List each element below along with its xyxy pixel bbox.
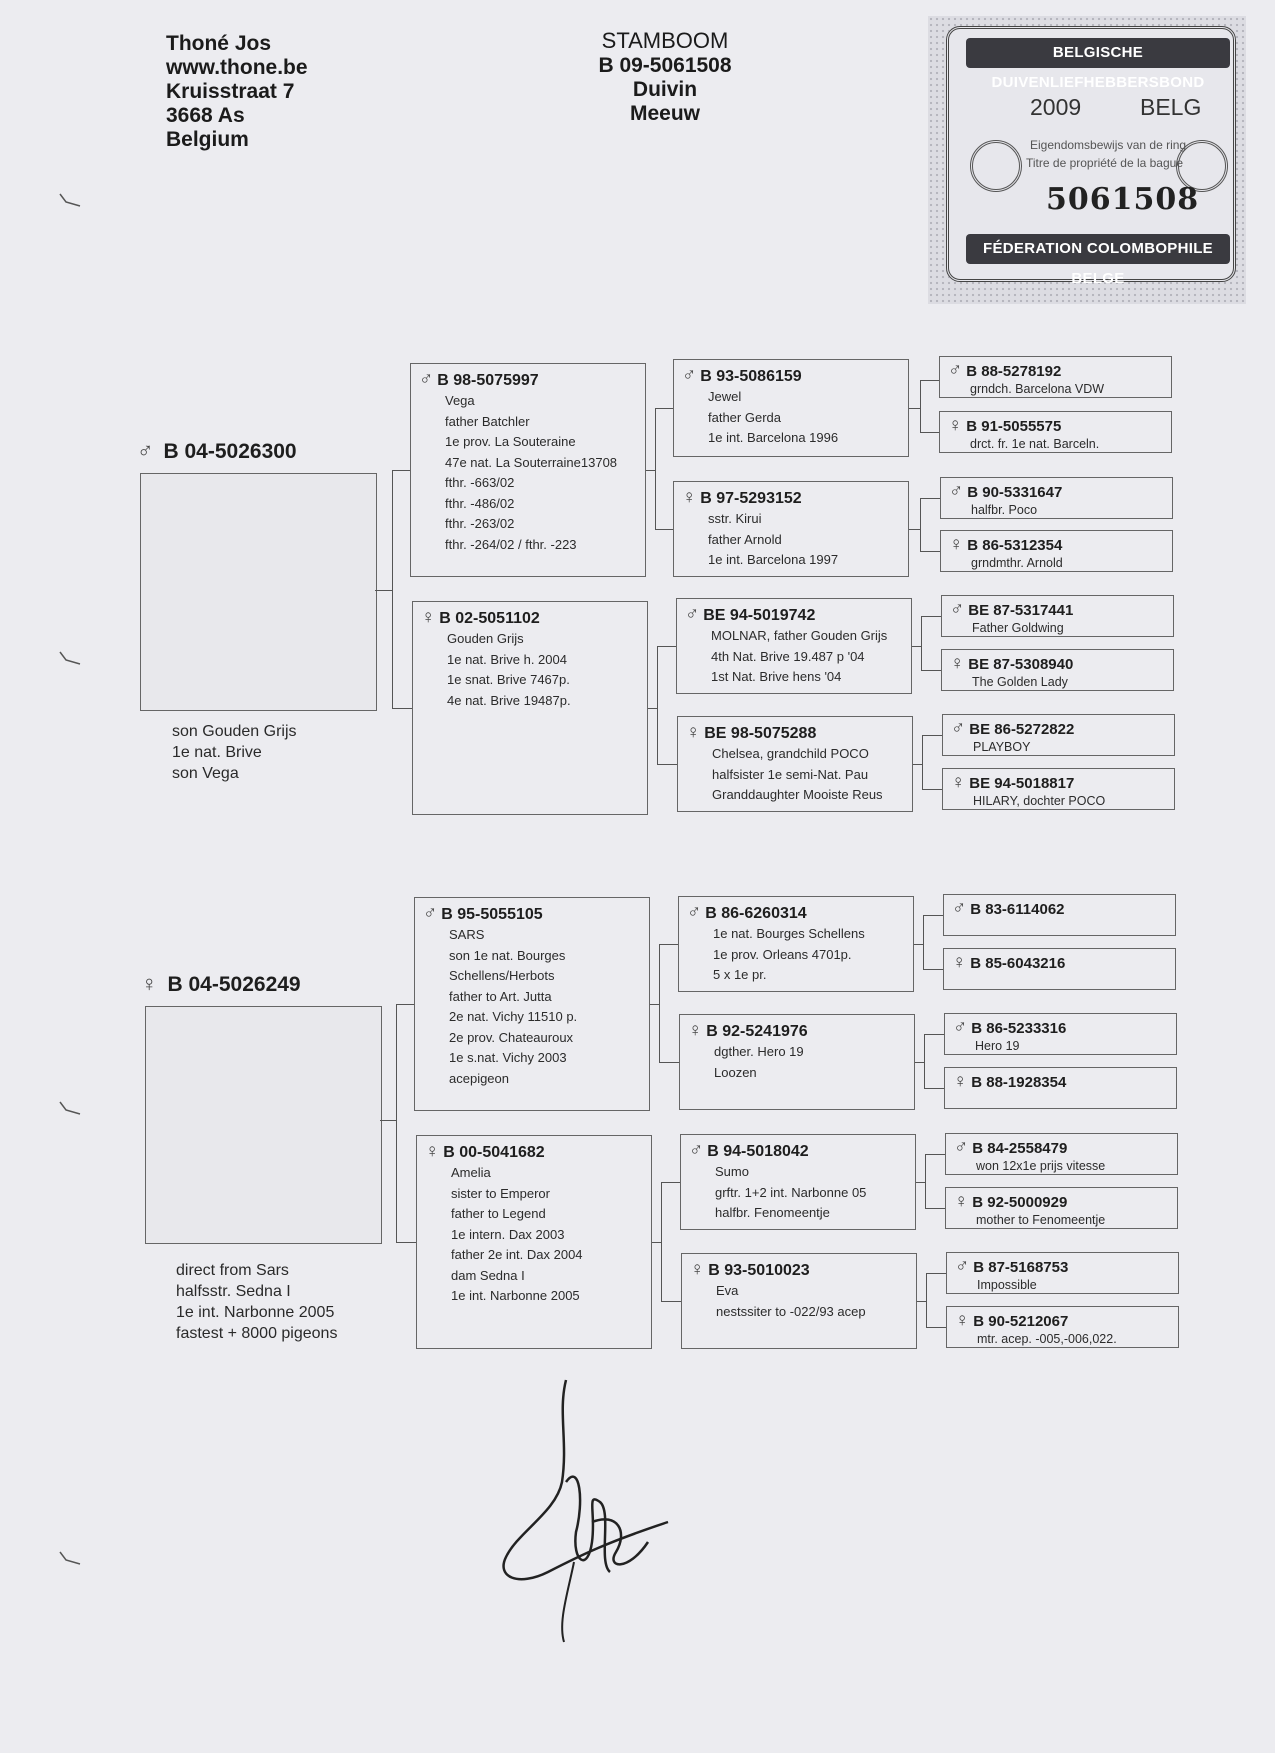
owner-name: Thoné Jos [166,32,272,55]
gen2-info: sister to Emperor [451,1185,550,1201]
gen4-info: grndmthr. Arnold [971,556,1063,570]
gen3-info: dgther. Hero 19 [714,1044,804,1059]
gen3-info: Chelsea, grandchild POCO [712,746,869,761]
connector-line [920,380,921,432]
father-ring [137,438,297,464]
connector-line [920,432,939,433]
gen2-info: 1e prov. La Souteraine [445,434,576,449]
connector-line [923,915,943,916]
certificate-top-band: BELGISCHE DUIVENLIEFHEBBERSBOND [966,38,1230,68]
gen3-box [677,716,913,812]
connector-line [921,670,941,671]
gen2-box [410,363,646,577]
pedigree-sex: Duivin [632,78,698,101]
gen4-info: halfbr. Poco [971,503,1038,517]
connector-line [396,1242,416,1243]
seal-icon [970,140,1022,192]
certificate-line-1: Eigendomsbewijs van de ring [1030,138,1187,152]
connector-line [922,735,923,789]
connector-line [926,1327,946,1328]
connector-line [922,735,942,736]
gen2-info: father 2e int. Dax 2004 [451,1247,583,1262]
connector-line [655,408,656,529]
connector-line [659,1062,679,1063]
gen3-info: 1st Nat. Brive hens '04 [711,669,842,684]
connector-line [657,646,676,647]
gen4-box [940,530,1173,572]
gen2-info: Amelia [451,1165,491,1180]
mother-note: halfsstr. Sedna I [176,1283,291,1300]
male-icon: ♂ [952,898,967,919]
punch-mark [56,1098,86,1118]
gen4-box [943,894,1176,936]
connector-line [921,616,941,617]
connector-line [926,1273,927,1327]
gen2-info: 4e nat. Brive 19487p. [447,692,571,708]
gen4-info: HILARY, dochter POCO [973,794,1106,808]
gen4-ring: B 88-1928354 [971,1074,1067,1091]
gen3-info: nestssiter to -022/93 acep [716,1303,866,1319]
gen4-info: Impossible [977,1278,1037,1292]
female-icon: ♀ [421,607,436,628]
male-icon: ♂ [954,1137,969,1158]
male-icon: ♂ [948,360,963,381]
gen2-info: 2e nat. Vichy 11510 p. [449,1009,578,1024]
female-icon: ♀ [951,772,966,793]
connector-line [924,1088,944,1089]
gen4-box [942,714,1175,756]
gen2-info: fthr. -263/02 [445,516,515,531]
gen3-box [676,598,912,694]
gen3-info: Loozen [714,1064,757,1080]
connector-line [661,1182,680,1183]
gen4-box [943,948,1176,990]
female-icon: ♀ [953,1071,968,1092]
male-icon: ♂ [685,604,700,625]
gen4-ring: B 86-5312354 [967,537,1063,554]
male-icon: ♂ [419,369,434,390]
connector-line [659,944,678,945]
female-icon: ♀ [141,971,158,996]
father-note: son Vega [172,765,239,782]
gen3-info: father Arnold [708,531,782,547]
gen4-ring: BE 87-5308940 [968,656,1074,673]
connector-line [392,470,393,708]
gen3-info: 1e int. Barcelona 1997 [708,552,839,567]
gen4-ring: BE 86-5272822 [969,721,1075,738]
gen3-ring: BE 98-5075288 [704,725,817,742]
connector-line [925,1154,945,1155]
gen4-box [945,1187,1178,1229]
connector-line [380,1120,397,1121]
gen3-ring: B 92-5241976 [706,1023,808,1040]
connector-line [661,1301,681,1302]
gen2-ring: B 00-5041682 [443,1144,545,1161]
gen2-info: father to Art. Jutta [449,988,552,1004]
gen3-info: sstr. Kirui [708,511,762,526]
gen4-ring: B 83-6114062 [970,901,1065,918]
gen4-box [946,1252,1179,1294]
gen2-box [414,897,650,1111]
punch-mark [56,648,86,668]
father-ring-number: B 04-5026300 [163,440,297,463]
female-icon: ♀ [688,1020,703,1041]
mother-ring-number: B 04-5026249 [167,973,301,996]
gen2-info: 1e nat. Brive h. 2004 [447,651,567,667]
gen2-info: 1e snat. Brive 7467p. [447,672,570,687]
owner-city: 3668 As [166,104,245,127]
male-icon: ♂ [949,481,964,502]
punch-mark [56,1548,86,1568]
male-icon: ♂ [682,365,697,386]
gen4-ring: B 86-5233316 [971,1020,1067,1037]
gen3-info: father Gerda [708,409,781,425]
gen4-ring: B 90-5331647 [967,484,1063,501]
connector-line [657,764,677,765]
gen2-info: dam Sedna I [451,1267,525,1283]
male-icon: ♂ [423,903,438,924]
gen2-ring: B 98-5075997 [437,372,539,389]
gen3-box [673,481,909,577]
connector-line [659,944,660,1062]
connector-line [920,498,921,551]
connector-line [920,498,940,499]
gen4-box [941,649,1174,691]
connector-line [655,529,673,530]
pedigree-title: STAMBOOM [601,28,729,53]
gen2-info: fthr. -264/02 / fthr. -223 [445,536,577,552]
gen4-ring: B 91-5055575 [966,418,1062,435]
certificate-bottom-band: FÉDERATION COLOMBOPHILE BELGE [966,234,1230,264]
owner-address [166,32,308,152]
gen4-info: drct. fr. 1e nat. Barceln. [970,437,1100,451]
gen4-box [946,1306,1179,1348]
gen3-info: Granddaughter Mooiste Reus [712,787,883,802]
male-icon: ♂ [951,718,966,739]
gen3-info: 4th Nat. Brive 19.487 p '04 [711,648,865,664]
gen4-box [942,768,1175,810]
gen4-box [944,1067,1177,1109]
gen2-info: fthr. -486/02 [445,495,515,511]
gen3-info: halfsister 1e semi-Nat. Pau [712,766,869,782]
gen3-info: Sumo [715,1164,749,1179]
certificate-country: BELG [1140,94,1202,120]
gen2-box [416,1135,652,1349]
connector-line [922,789,942,790]
gen3-info: Eva [716,1283,739,1298]
gen2-info: 1e intern. Dax 2003 [451,1226,565,1242]
gen2-ring: B 95-5055105 [441,906,543,923]
gen3-ring: B 86-6260314 [705,905,807,922]
connector-line [920,551,940,552]
connector-line [392,470,410,471]
owner-country: Belgium [166,128,249,151]
father-note: 1e nat. Brive [172,744,262,761]
gen4-ring: BE 87-5317441 [968,602,1074,619]
punch-mark [56,190,86,210]
gen4-info: The Golden Lady [972,675,1068,689]
female-icon: ♀ [425,1141,440,1162]
connector-line [396,1004,414,1005]
mother-photo [145,1006,382,1244]
gen3-info: grftr. 1+2 int. Narbonne 05 [715,1184,867,1200]
gen4-info: mother to Fenomeentje [976,1213,1106,1227]
gen4-box [941,595,1174,637]
female-icon: ♀ [949,534,964,555]
gen4-info: Hero 19 [975,1039,1020,1053]
connector-line [926,1273,946,1274]
gen3-box [679,1014,915,1110]
connector-line [923,915,924,969]
gen3-ring: B 93-5086159 [700,368,802,385]
female-icon: ♀ [954,1191,969,1212]
connector-line [924,1034,944,1035]
owner-website: www.thone.be [166,56,308,79]
gen3-ring: B 93-5010023 [708,1262,810,1279]
gen4-info: PLAYBOY [973,740,1031,754]
certificate-year: 2009 [1030,94,1082,120]
gen2-info: SARS [449,927,485,942]
gen2-info: father to Legend [451,1206,546,1221]
gen3-info: halfbr. Fenomeentje [715,1205,830,1220]
father-notes [172,721,297,784]
connector-line [375,590,393,591]
gen4-info: won 12x1e prijs vitesse [976,1159,1106,1173]
gen3-info: 5 x 1e pr. [713,967,767,982]
gen2-info: fthr. -663/02 [445,475,515,490]
gen3-box [681,1253,917,1349]
gen4-ring: B 87-5168753 [973,1259,1069,1276]
female-icon: ♀ [950,653,965,674]
pedigree-ring: B 09-5061508 [598,54,732,77]
gen3-ring: B 97-5293152 [700,490,802,507]
gen4-ring: B 84-2558479 [972,1140,1068,1157]
gen2-box [412,601,648,815]
connector-line [923,969,943,970]
connector-line [925,1208,945,1209]
male-icon: ♂ [950,599,965,620]
gen4-box [940,477,1173,519]
connector-line [655,408,673,409]
connector-line [925,1154,926,1208]
mother-note: 1e int. Narbonne 2005 [176,1304,335,1321]
gen4-ring: B 85-6043216 [970,955,1066,972]
gen2-info: father Batchler [445,413,530,429]
gen2-info: Gouden Grijs [447,631,524,646]
gen4-box [944,1013,1177,1055]
gen4-info: Father Goldwing [972,621,1064,635]
gen3-info: 1e int. Barcelona 1996 [708,430,839,445]
female-icon: ♀ [955,1310,970,1331]
connector-line [924,1034,925,1088]
gen4-ring: B 92-5000929 [972,1194,1068,1211]
gen2-ring: B 02-5051102 [439,610,540,627]
female-icon: ♀ [690,1259,705,1280]
father-photo [140,473,377,711]
ring-certificate [928,16,1246,304]
gen4-info: grndch. Barcelona VDW [970,382,1105,396]
connector-line [396,1004,397,1242]
gen3-info: 1e nat. Bourges Schellens [713,926,865,941]
gen2-info: 2e prov. Chateauroux [449,1029,574,1045]
mother-note: direct from Sars [176,1262,289,1279]
male-icon: ♂ [137,438,154,463]
gen4-ring: B 90-5212067 [973,1313,1069,1330]
signature [488,1372,688,1652]
male-icon: ♂ [687,902,702,923]
certificate-line-2: Titre de propriété de la bague [1026,156,1183,170]
male-icon: ♂ [955,1256,970,1277]
gen4-box [939,356,1172,398]
gen4-box [939,411,1172,453]
female-icon: ♀ [686,722,701,743]
connector-line [921,616,922,670]
gen2-info: 47e nat. La Souterraine13708 [445,454,618,470]
gen2-info: 1e s.nat. Vichy 2003 [449,1050,567,1065]
female-icon: ♀ [952,952,967,973]
gen4-ring: B 88-5278192 [966,363,1062,380]
gen4-info: mtr. acep. -005,-006,022. [977,1332,1117,1346]
female-icon: ♀ [948,415,963,436]
male-icon: ♂ [689,1140,704,1161]
gen3-box [678,896,914,992]
certificate-number: 5061508 [1046,182,1200,217]
gen4-box [945,1133,1178,1175]
connector-line [661,1182,662,1301]
pedigree-header [560,28,770,126]
gen3-info: MOLNAR, father Gouden Grijs [711,628,888,643]
gen2-info: 1e int. Narbonne 2005 [451,1288,580,1303]
gen4-ring: BE 94-5018817 [969,775,1075,792]
connector-line [657,646,658,764]
owner-street: Kruisstraat 7 [166,80,295,103]
gen2-info: Vega [445,393,475,408]
gen3-ring: BE 94-5019742 [703,607,816,624]
mother-notes [176,1260,337,1344]
female-icon: ♀ [682,487,697,508]
gen3-info: Jewel [708,389,742,404]
gen2-info: acepigeon [449,1070,509,1086]
male-icon: ♂ [953,1017,968,1038]
connector-line [920,380,939,381]
pedigree-name: Meeuw [629,102,700,125]
mother-ring [141,971,301,997]
gen3-box [673,359,909,457]
gen3-box [680,1134,916,1230]
gen3-info: 1e prov. Orleans 4701p. [713,946,852,962]
gen2-info: Schellens/Herbots [449,968,555,983]
gen3-ring: B 94-5018042 [707,1143,809,1160]
father-note: son Gouden Grijs [172,723,297,740]
mother-note: fastest + 8000 pigeons [176,1325,338,1342]
gen2-info: son 1e nat. Bourges [449,947,566,963]
connector-line [392,708,412,709]
